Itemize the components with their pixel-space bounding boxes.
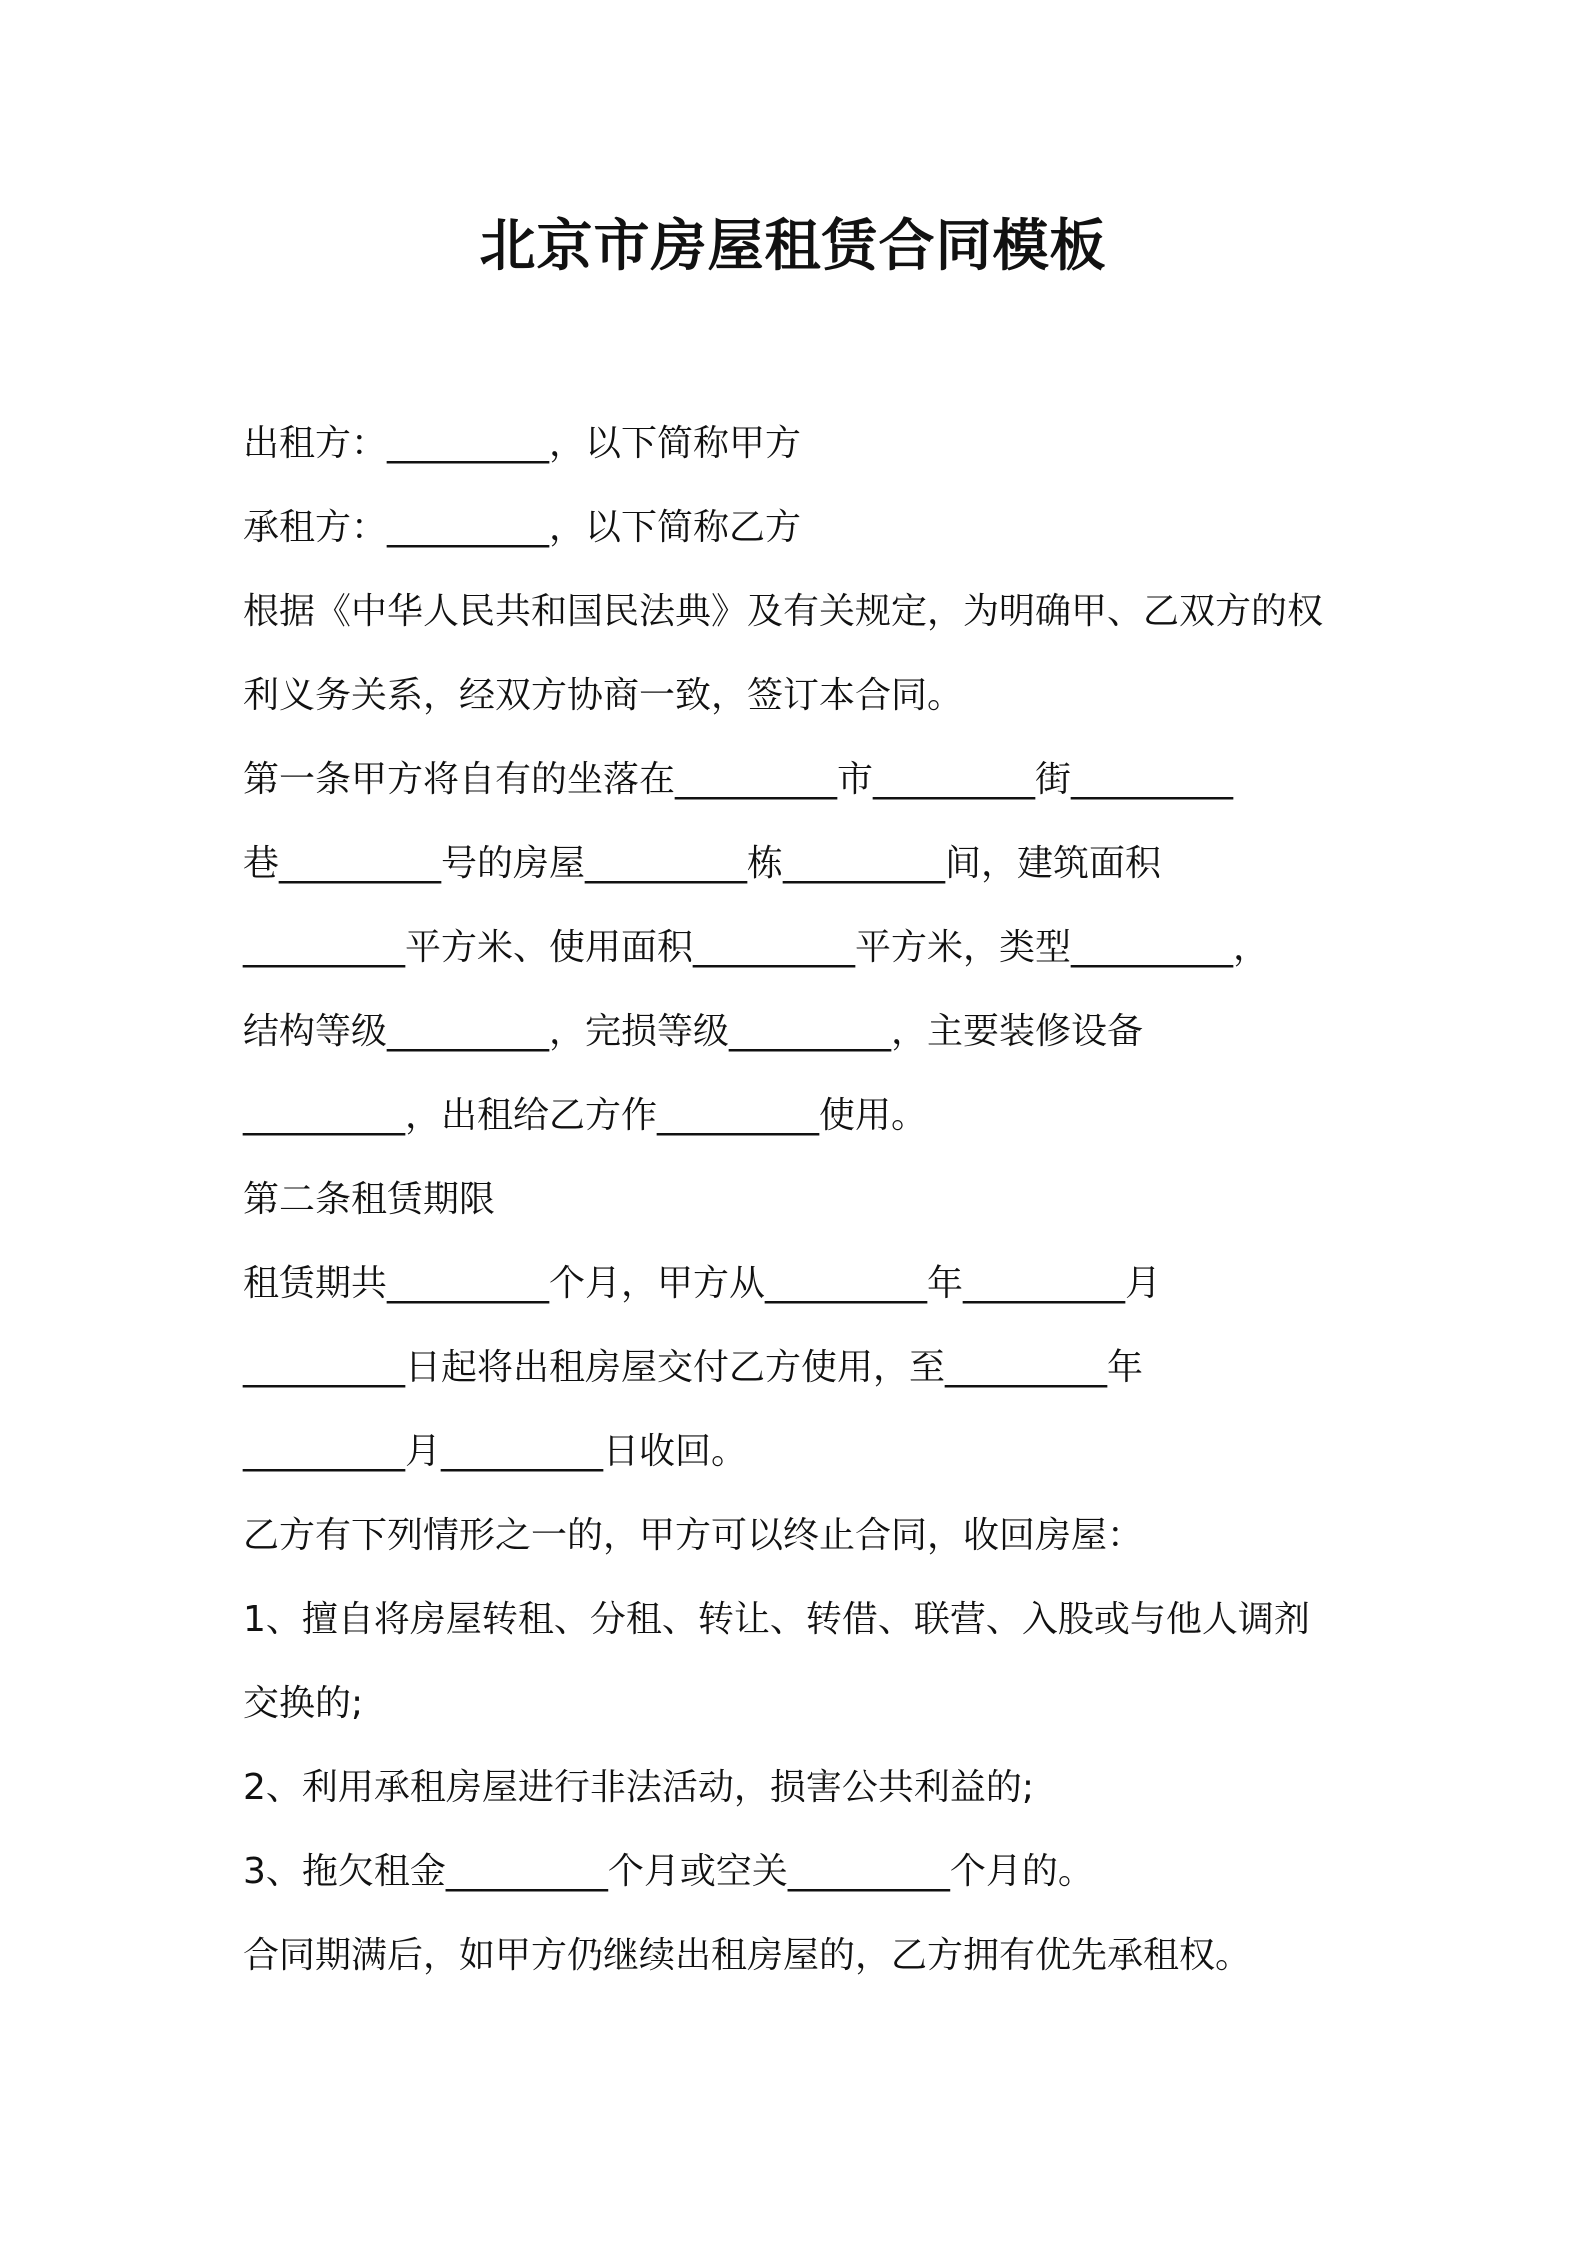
text-line-renewal: 合同期满后，如甲方仍继续出租房屋的，乙方拥有优先承租权。 (243, 1935, 1252, 1976)
text-line-article2-heading: 第二条租赁期限 (243, 1179, 496, 1220)
text-line-article1-5: _________，出租给乙方作_________使用。 (243, 1095, 928, 1136)
text-line-lessee: 承租方：_________，以下简称乙方 (243, 507, 802, 548)
document-body (243, 402, 1363, 1998)
text-line-article2-1: 租赁期共_________个月，甲方从_________年_________月 (243, 1263, 1162, 1304)
text-line-article1-1: 第一条甲方将自有的坐落在_________市_________街_________ (243, 759, 1234, 800)
text-line-item1-2: 交换的; (243, 1683, 364, 1724)
text-line-termination-intro: 乙方有下列情形之一的，甲方可以终止合同，收回房屋： (243, 1515, 1144, 1556)
text-line-item1-1: 1、擅自将房屋转租、分租、转让、转借、联营、入股或与他人调剂 (243, 1599, 1310, 1640)
text-line-lessor: 出租方：_________，以下简称甲方 (243, 423, 802, 464)
text-line-article1-2: 巷_________号的房屋_________栋_________间，建筑面积 (243, 843, 1162, 884)
text-line-article2-3: _________月_________日收回。 (243, 1431, 748, 1472)
document-title: 北京市房屋租赁合同模板 (479, 214, 1107, 279)
text-line-item3: 3、拖欠租金_________个月或空关_________个月的。 (243, 1851, 1094, 1892)
text-line-article1-3: _________平方米、使用面积_________平方米，类型_________， (243, 927, 1270, 968)
text-line-preamble-1: 根据《中华人民共和国民法典》及有关规定，为明确甲、乙双方的权 (243, 591, 1324, 632)
text-line-preamble-2: 利义务关系，经双方协商一致，签订本合同。 (243, 675, 964, 716)
text-line-article1-4: 结构等级_________，完损等级_________，主要装修设备 (243, 1011, 1144, 1052)
text-line-article2-2: _________日起将出租房屋交付乙方使用，至_________年 (243, 1347, 1144, 1388)
text-line-item2: 2、利用承租房屋进行非法活动，损害公共利益的; (243, 1767, 1035, 1808)
